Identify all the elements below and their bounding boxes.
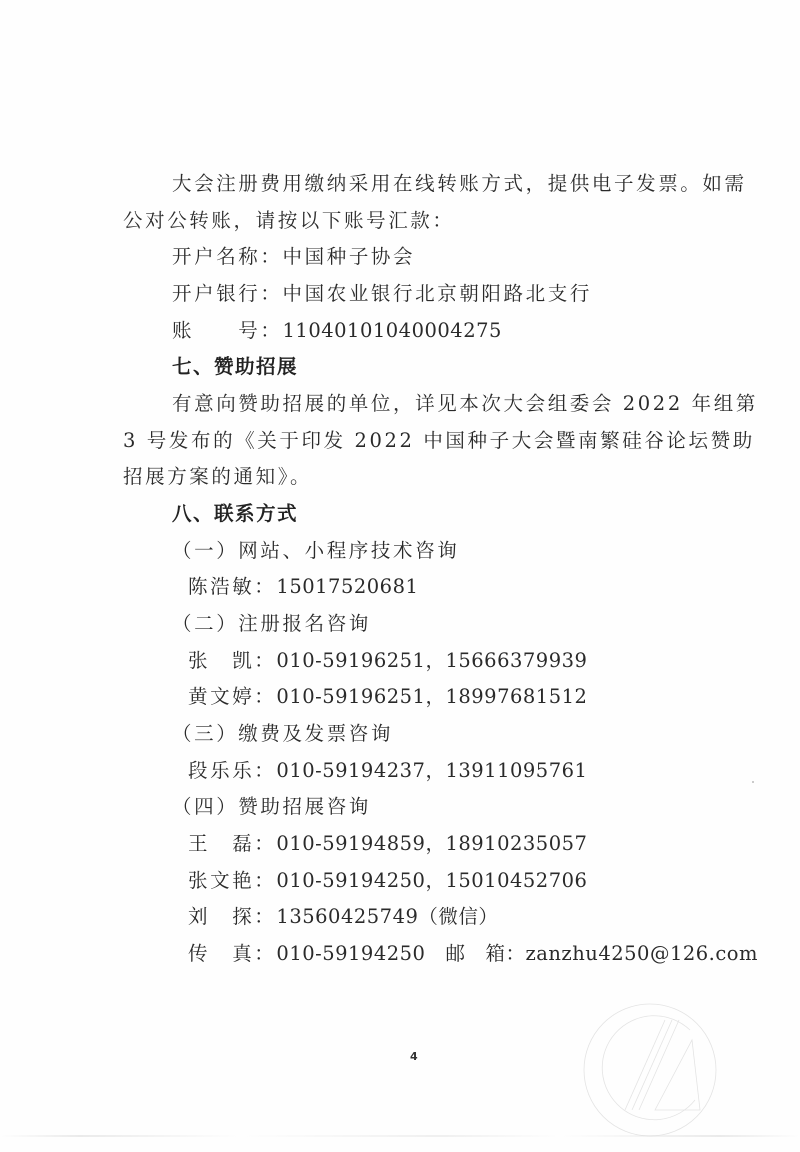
account-name-row — [172, 243, 415, 271]
contact-row — [188, 867, 587, 895]
contact-phones: 010-59194237，13911095761 — [276, 759, 588, 782]
bank-value: 中国农业银行北京朝阳路北支行 — [282, 282, 592, 305]
section-7-line1: 有意向赞助招展的单位，详见本次大会组委会 2022 年组第 — [172, 392, 758, 415]
scan-edge — [0, 1135, 800, 1137]
section-7-heading: 七、赞助招展 — [172, 355, 299, 378]
contact-name: 刘 探： — [188, 905, 277, 928]
bank-row — [172, 280, 592, 308]
contact-row — [188, 573, 418, 601]
contact-phones: 010-59194859，18910235057 — [276, 832, 588, 855]
payment-paragraph-line1: 大会注册费用缴纳采用在线转账方式，提供电子发票。如需 — [172, 172, 747, 195]
contact-row — [188, 940, 758, 968]
account-number-label: 账 号： — [172, 319, 283, 342]
group-3-title: （三）缴费及发票咨询 — [172, 722, 394, 745]
contact-phones: 010-59196251，15666379939 — [276, 649, 588, 672]
account-name-value: 中国种子协会 — [282, 245, 416, 268]
account-number-value: 11040101040004275 — [282, 319, 502, 342]
contact-row — [188, 757, 587, 785]
contact-row — [188, 647, 587, 675]
contact-phones: 15017520681 — [276, 575, 419, 598]
scan-speck — [752, 781, 754, 783]
group-4-title: （四）赞助招展咨询 — [172, 795, 371, 818]
contact-phones: 13560425749（微信） — [276, 905, 499, 928]
payment-paragraph-line2: 公对公转账，请按以下账号汇款： — [123, 209, 455, 232]
contact-row — [188, 903, 498, 931]
section-7-line3: 招展方案的通知》。 — [123, 465, 313, 488]
page-number: 4 — [410, 1050, 418, 1063]
contact-name: 陈浩敏： — [188, 575, 277, 598]
contact-name: 张文艳： — [188, 869, 277, 892]
group-2-title: （二）注册报名咨询 — [172, 612, 371, 635]
contact-name: 传 真： — [188, 942, 277, 965]
contact-name: 王 磊： — [188, 832, 277, 855]
account-name-label: 开户名称： — [172, 245, 283, 268]
contact-phones: 010-59194250，15010452706 — [276, 869, 588, 892]
association-logo-icon — [580, 1000, 720, 1140]
account-number-row — [172, 317, 502, 345]
group-1-title: （一）网站、小程序技术咨询 — [172, 539, 460, 562]
contact-phones: 010-59194250 邮 箱：zanzhu4250@126.com — [276, 942, 759, 965]
section-7-line2: 3 号发布的《关于印发 2022 中国种子大会暨南繁硅谷论坛赞助 — [123, 429, 755, 452]
contact-name: 段乐乐： — [188, 759, 277, 782]
contact-row — [188, 830, 587, 858]
contact-phones: 010-59196251，18997681512 — [276, 685, 588, 708]
contact-name: 张 凯： — [188, 649, 277, 672]
section-8-heading: 八、联系方式 — [172, 502, 299, 525]
contact-name: 黄文婷： — [188, 685, 277, 708]
bank-label: 开户银行： — [172, 282, 283, 305]
contact-row — [188, 683, 587, 711]
